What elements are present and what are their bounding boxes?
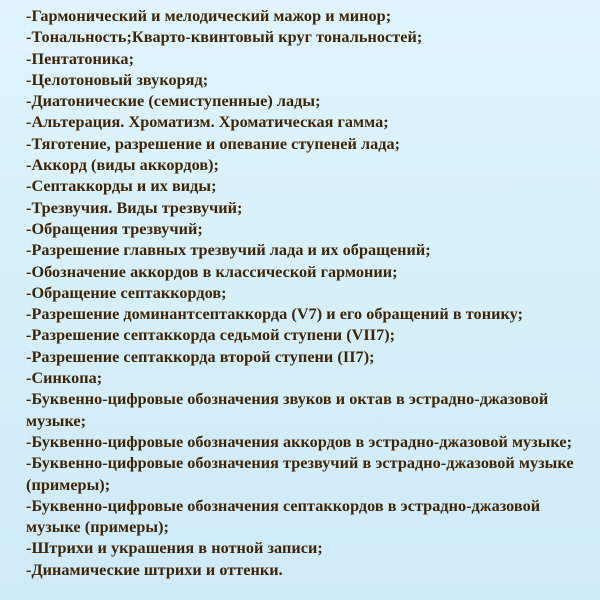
topic-item: -Альтерация. Хроматизм. Хроматическая гамма; xyxy=(26,113,389,132)
topic-item: -Динамические штрихи и оттенки. xyxy=(26,560,283,579)
topic-item: -Аккорд (виды аккордов); xyxy=(26,156,219,175)
topic-item: -Диатонические (семиступенные) лады; xyxy=(26,92,321,111)
topic-item: -Обращения трезвучий; xyxy=(26,219,203,238)
topic-item: -Синкопа; xyxy=(26,369,103,388)
topic-list xyxy=(26,6,586,581)
topic-item: -Трезвучия. Виды трезвучий; xyxy=(26,198,243,217)
topic-item: -Тональность;Кварто-квинтовый круг тональностей; xyxy=(26,28,423,47)
topic-item: -Целотоновый звукоряд; xyxy=(26,70,209,89)
topic-item: -Буквенно-цифровые обозначения трезвучий в эстрадно-джазовой музыке (примеры); xyxy=(26,454,574,494)
topic-item: -Буквенно-цифровые обозначения аккордов в эстрадно-джазовой музыке; xyxy=(26,432,573,451)
topic-item: -Разрешение септаккорда второй ступени (II7); xyxy=(26,347,375,366)
topic-item: -Септаккорды и их виды; xyxy=(26,177,217,196)
topic-item: -Разрешение септаккорда седьмой ступени (VII7); xyxy=(26,326,396,345)
topic-item: -Разрешение доминантсептаккорда (V7) и его обращений в тонику; xyxy=(26,305,523,324)
topic-item: -Тяготение, разрешение и опевание ступеней лада; xyxy=(26,134,401,153)
topic-item: -Буквенно-цифровые обозначения септаккордов в эстрадно-джазовой музыке (примеры); xyxy=(26,496,541,537)
topic-item: -Обозначение аккордов в классической гармонии; xyxy=(26,262,398,281)
topic-item: -Гармонический и мелодический мажор и минор; xyxy=(26,7,392,25)
topic-item: -Штрихи и украшения в нотной записи; xyxy=(26,539,323,558)
topic-item: -Буквенно-цифровые обозначения звуков и октав в эстрадно-джазовой музыке; xyxy=(26,390,549,430)
topic-item: -Пентатоника; xyxy=(26,49,135,68)
topic-item: -Разрешение главных трезвучий лада и их обращений; xyxy=(26,241,431,260)
topic-item: -Обращение септаккордов; xyxy=(26,283,227,302)
